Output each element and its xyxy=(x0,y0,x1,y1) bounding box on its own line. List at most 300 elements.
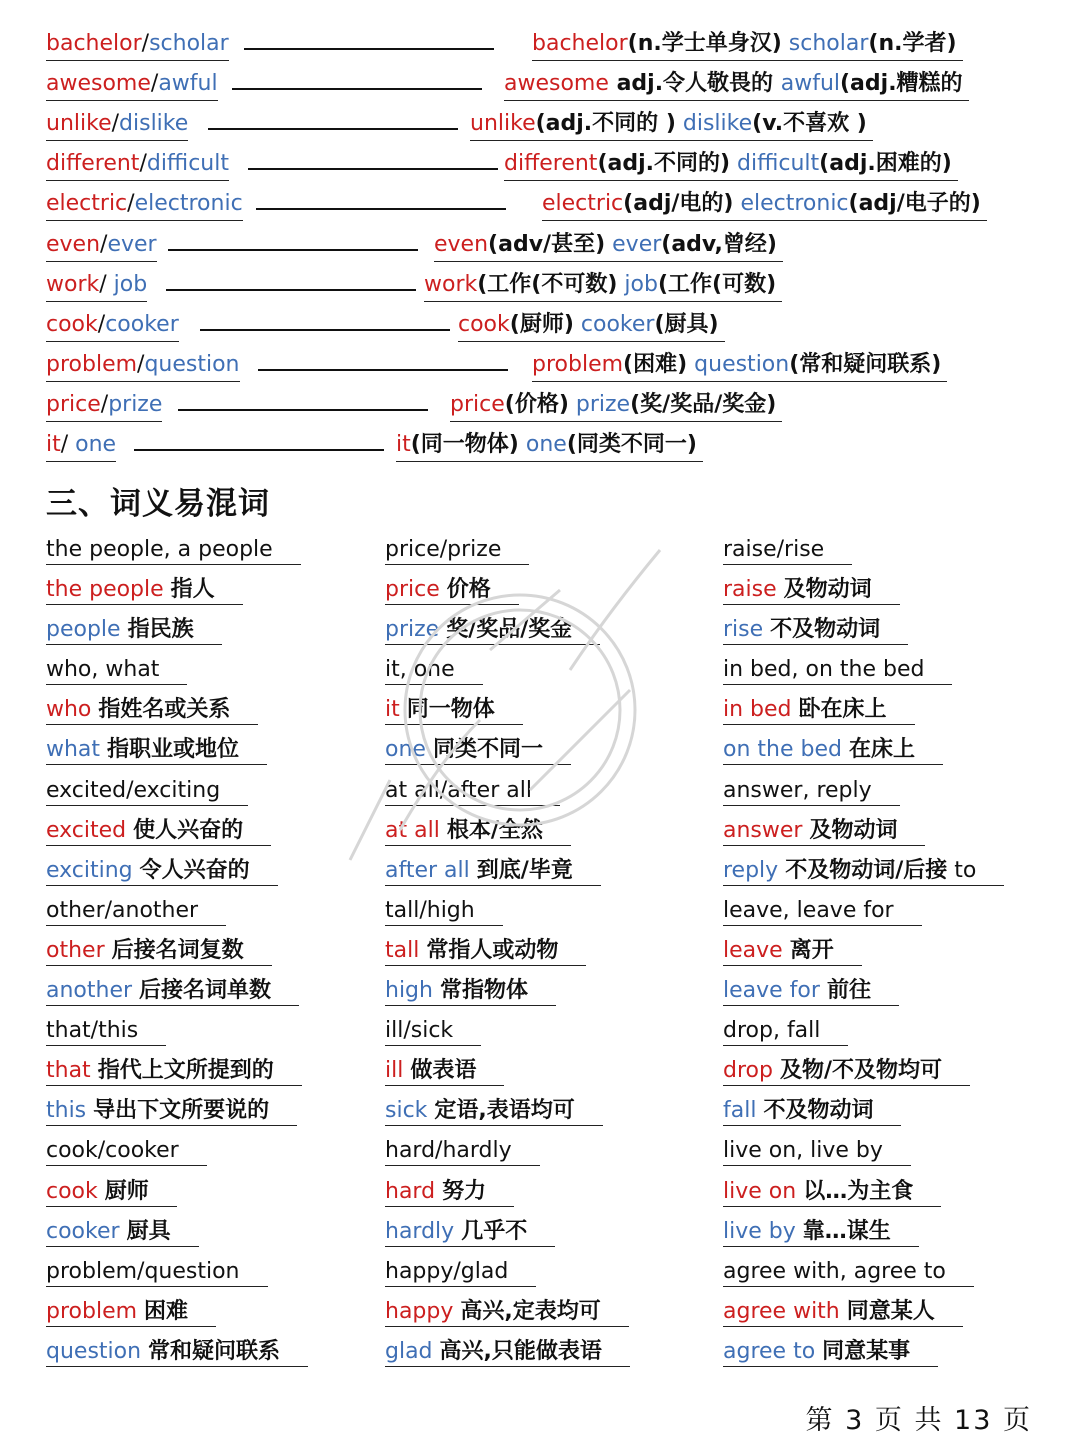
word-pair xyxy=(46,230,157,262)
word-2: difficult xyxy=(146,151,229,177)
word-pair xyxy=(46,390,162,422)
word-pair xyxy=(46,109,188,141)
word-pair xyxy=(46,189,243,221)
vocab-meaning: 常指人或动物 xyxy=(426,937,559,963)
vocab-entry xyxy=(46,656,187,685)
vocab-entry xyxy=(46,937,272,966)
vocab-entry xyxy=(723,536,852,565)
vocab-word: reply xyxy=(723,857,779,883)
vocab-item xyxy=(46,1252,308,1292)
vocab-entry xyxy=(385,616,600,645)
vocab-meaning: 定语,表语均可 xyxy=(434,1098,575,1124)
vocab-tail: to xyxy=(947,857,977,883)
vocab-item xyxy=(46,1292,308,1332)
spacer xyxy=(435,1179,442,1204)
vocab-word: cooker xyxy=(46,1218,120,1244)
spacer xyxy=(91,1058,98,1083)
vocab-item xyxy=(385,730,630,770)
meaning-1: (同一物体) xyxy=(410,432,519,457)
column-2 xyxy=(385,530,630,1372)
explained-word-1: bachelor xyxy=(532,31,628,56)
vocab-meaning: 高兴,只能做表语 xyxy=(439,1338,602,1364)
vocab-item xyxy=(723,730,1004,770)
separator: / xyxy=(100,231,108,257)
separator: / xyxy=(97,311,106,337)
word-2: prize xyxy=(108,391,163,417)
answer-line xyxy=(168,249,418,251)
separator: / xyxy=(150,71,159,97)
vocab-item xyxy=(46,730,308,770)
vocab-item xyxy=(46,971,308,1011)
word-1: it xyxy=(46,432,61,457)
explained-word-1: problem xyxy=(532,351,624,377)
vocab-word: excited xyxy=(46,817,127,843)
word-1: electric xyxy=(46,191,128,217)
spacer xyxy=(820,978,827,1003)
vocab-item xyxy=(385,1051,630,1091)
vocab-word: hard xyxy=(385,1178,436,1204)
vocab-meaning: 同意某事 xyxy=(822,1338,911,1364)
vocab-item xyxy=(46,891,308,931)
vocab-meaning: 后接名词复数 xyxy=(111,937,244,963)
meaning-2: (adv,曾经) xyxy=(661,231,777,257)
vocab-entry xyxy=(46,1298,216,1327)
vocab-meaning: 离开 xyxy=(789,937,834,963)
vocab-item xyxy=(385,1091,630,1131)
word-pair-row xyxy=(46,270,1046,310)
separator: / xyxy=(100,391,109,417)
spacer xyxy=(730,151,737,176)
vocab-item xyxy=(46,1011,308,1051)
vocab-word: cook xyxy=(46,1178,98,1204)
vocab-meaning: 根本/全然 xyxy=(446,817,543,843)
explained-word-2: one xyxy=(525,432,567,457)
vocab-entry xyxy=(46,977,299,1006)
word-pair xyxy=(46,29,229,61)
vocab-entry xyxy=(46,736,267,765)
vocab-word: leave xyxy=(723,937,783,963)
vocab-item xyxy=(723,1131,1004,1171)
word-2: ever xyxy=(107,231,157,257)
vocab-entry xyxy=(385,817,571,846)
spacer xyxy=(519,432,526,457)
spacer xyxy=(133,858,140,883)
explained-word-1: electric xyxy=(542,191,624,217)
vocab-group-heading: other/another xyxy=(46,897,199,923)
vocab-entry xyxy=(723,1338,938,1367)
vocab-item xyxy=(46,1131,308,1171)
word-pair-explanation xyxy=(542,189,987,221)
vocab-word: on the bed xyxy=(723,737,842,763)
word-2: question xyxy=(144,351,240,377)
vocab-meaning: 价格 xyxy=(446,577,491,603)
vocab-entry xyxy=(46,1218,199,1247)
vocab-entry xyxy=(723,656,952,685)
vocab-group-heading: raise/rise xyxy=(723,537,825,562)
vocab-entry xyxy=(385,1137,540,1166)
word-1: bachelor xyxy=(46,31,142,56)
vocab-entry xyxy=(723,1258,974,1287)
word-pair xyxy=(46,310,179,342)
meaning-1: (adv/甚至) xyxy=(488,231,606,257)
vocab-entry xyxy=(385,1258,536,1287)
spacer xyxy=(773,1058,780,1083)
vocab-group-heading: that/this xyxy=(46,1018,139,1044)
vocab-meaning: 令人兴奋的 xyxy=(139,857,250,883)
vocab-item xyxy=(385,1011,630,1051)
vocab-item xyxy=(385,530,630,570)
vocab-item xyxy=(46,570,308,610)
vocab-item xyxy=(385,1332,630,1372)
vocab-item xyxy=(723,891,1004,931)
vocab-word: that xyxy=(46,1058,91,1084)
word-1: cook xyxy=(46,311,98,337)
word-pair-explanation xyxy=(504,69,969,101)
vocab-entry xyxy=(385,1178,514,1207)
vocab-entry xyxy=(723,1057,970,1086)
meaning-2: (厨具) xyxy=(654,311,719,337)
word-2: one xyxy=(75,432,117,457)
vocab-meaning: 同一物体 xyxy=(406,697,495,723)
spacer xyxy=(796,1219,803,1244)
word-2: cooker xyxy=(105,311,179,337)
meaning-2: (常和疑问联系) xyxy=(789,351,942,377)
vocab-item xyxy=(723,1252,1004,1292)
vocab-group-heading: agree with, agree to xyxy=(723,1258,946,1284)
vocab-meaning: 指人 xyxy=(170,577,215,603)
word-1: even xyxy=(46,231,101,257)
vocab-entry xyxy=(46,897,226,926)
word-pair-explanation xyxy=(458,310,725,342)
vocab-item xyxy=(385,1292,630,1332)
vocab-entry xyxy=(46,857,278,886)
vocab-word: prize xyxy=(385,617,440,643)
vocab-item xyxy=(385,650,630,690)
vocab-group-heading: cook/cooker xyxy=(46,1138,179,1164)
explained-word-2: awful xyxy=(780,71,840,97)
vocab-entry xyxy=(723,736,943,765)
vocab-entry xyxy=(46,817,271,846)
word-1: unlike xyxy=(46,111,112,137)
word-pair-explanation xyxy=(434,230,783,262)
vocab-meaning: 及物动词 xyxy=(809,817,898,843)
vocab-word: agree with xyxy=(723,1298,840,1324)
spacer xyxy=(574,312,581,337)
vocab-item xyxy=(385,1131,630,1171)
vocab-entry xyxy=(723,857,1004,886)
vocab-group-heading: in bed, on the bed xyxy=(723,657,925,683)
vocab-entry xyxy=(385,897,503,926)
vocab-group-heading: tall/high xyxy=(385,897,475,923)
vocab-item xyxy=(46,931,308,971)
vocab-word: the people xyxy=(46,577,164,603)
vocab-entry xyxy=(723,897,922,926)
vocab-meaning: 不及物动词/后接 xyxy=(785,857,948,883)
vocab-item xyxy=(723,1051,1004,1091)
vocab-item xyxy=(723,771,1004,811)
vocab-item xyxy=(723,1212,1004,1252)
meaning-1: (adj/电的) xyxy=(623,191,734,217)
vocab-meaning: 指民族 xyxy=(127,617,194,643)
meaning-1: (困难) xyxy=(623,351,688,377)
vocab-meaning: 同类不同一 xyxy=(432,737,543,763)
word-pair-row xyxy=(46,189,1046,229)
vocab-word: hardly xyxy=(385,1218,455,1244)
vocab-meaning: 前往 xyxy=(826,978,871,1004)
spacer xyxy=(440,818,447,843)
spacer xyxy=(141,1339,148,1364)
answer-line xyxy=(166,289,416,291)
explained-word-2: scholar xyxy=(788,31,869,56)
explained-word-1: unlike xyxy=(470,111,536,137)
vocab-item xyxy=(723,1332,1004,1372)
spacer xyxy=(782,31,789,56)
word-2: awful xyxy=(158,71,218,97)
vocab-item xyxy=(385,771,630,811)
vocab-meaning: 指代上文所提到的 xyxy=(97,1058,274,1084)
vocab-meaning: 不及物动词 xyxy=(763,1098,874,1124)
vocab-group-heading: price/prize xyxy=(385,537,502,562)
vocab-entry xyxy=(46,1258,268,1287)
vocab-item xyxy=(723,1172,1004,1212)
vocab-item xyxy=(723,811,1004,851)
vocab-entry xyxy=(46,1097,297,1126)
vocab-entry xyxy=(723,1178,941,1207)
vocab-word: glad xyxy=(385,1338,433,1364)
vocab-meaning: 厨师 xyxy=(104,1178,149,1204)
vocab-entry xyxy=(46,1137,207,1166)
vocab-entry xyxy=(723,937,862,966)
word-pair-explanation xyxy=(450,390,782,422)
vocab-item xyxy=(46,1091,308,1131)
vocab-item xyxy=(385,971,630,1011)
answer-line xyxy=(232,88,482,90)
vocab-word: rise xyxy=(723,617,764,643)
word-pair-explanation xyxy=(396,430,703,462)
spacer xyxy=(132,978,139,1003)
vocab-entry xyxy=(385,576,519,605)
word-pair xyxy=(46,149,229,181)
word-pair-explanation xyxy=(532,29,963,61)
vocab-word: one xyxy=(385,737,426,763)
vocab-item xyxy=(46,530,308,570)
vocab-entry xyxy=(385,937,586,966)
explained-word-2: prize xyxy=(575,391,631,417)
word-pair-row xyxy=(46,350,1046,390)
word-pair-row xyxy=(46,430,1046,470)
separator: / xyxy=(127,191,135,217)
vocab-entry xyxy=(46,1178,177,1207)
vocab-word: tall xyxy=(385,937,420,963)
vocab-meaning: 后接名词单数 xyxy=(139,978,272,1004)
vocab-group-heading: who, what xyxy=(46,657,160,683)
spacer xyxy=(426,737,433,762)
vocab-entry xyxy=(385,696,523,725)
vocab-entry xyxy=(723,1298,963,1327)
vocab-entry xyxy=(723,977,899,1006)
vocab-word: at all xyxy=(385,817,440,843)
meaning-2: (adj/电子的) xyxy=(848,191,981,217)
answer-line xyxy=(200,329,450,331)
vocab-item xyxy=(385,1212,630,1252)
word-2: dislike xyxy=(119,111,189,137)
vocab-meaning: 卧在床上 xyxy=(798,697,887,723)
spacer xyxy=(783,938,790,963)
vocab-item xyxy=(385,1252,630,1292)
column-3 xyxy=(723,530,1004,1372)
meaning-2: (adj.糟糕的 xyxy=(840,71,963,97)
explained-word-2: difficult xyxy=(737,151,820,177)
vocab-item xyxy=(723,1091,1004,1131)
vocab-word: fall xyxy=(723,1098,757,1124)
vocab-entry xyxy=(385,1057,504,1086)
vocab-item xyxy=(385,1172,630,1212)
vocab-item xyxy=(385,851,630,891)
vocab-entry xyxy=(385,777,560,806)
spacer xyxy=(440,577,447,602)
meaning-2: (奖/奖品/奖金) xyxy=(630,391,777,417)
vocab-meaning: 同意某人 xyxy=(846,1298,935,1324)
vocab-entry xyxy=(385,536,529,565)
vocab-meaning: 指职业或地位 xyxy=(107,737,240,763)
vocab-entry xyxy=(723,777,900,806)
vocab-entry xyxy=(385,1338,630,1367)
word-pair xyxy=(46,430,116,462)
vocab-group-heading: answer, reply xyxy=(723,777,872,803)
answer-line xyxy=(244,48,494,50)
meaning-2: (n.学者) xyxy=(868,31,957,56)
vocab-word: who xyxy=(46,697,92,723)
word-1: work xyxy=(46,271,100,297)
word-pair-row xyxy=(46,109,1046,149)
vocab-item xyxy=(385,610,630,650)
vocab-item xyxy=(723,610,1004,650)
meaning-1: (n.学士单身汉) xyxy=(627,31,782,56)
vocab-word: exciting xyxy=(46,857,133,883)
word-pair-row xyxy=(46,29,1046,69)
word-pair-explanation xyxy=(424,270,782,302)
column-1 xyxy=(46,530,308,1372)
vocab-word: problem xyxy=(46,1298,138,1324)
vocab-entry xyxy=(723,1137,911,1166)
vocab-entry xyxy=(385,736,571,765)
vocab-item xyxy=(723,931,1004,971)
word-pair xyxy=(46,69,218,101)
vocab-entry xyxy=(723,1097,901,1126)
spacer xyxy=(121,617,128,642)
vocab-word: agree to xyxy=(723,1338,816,1364)
vocab-entry xyxy=(385,1097,603,1126)
vocab-meaning: 高兴,定表均可 xyxy=(460,1298,601,1324)
vocab-word: price xyxy=(385,577,440,603)
vocab-entry xyxy=(46,536,301,565)
vocab-meaning: 导出下文所要说的 xyxy=(93,1098,270,1124)
separator: / xyxy=(99,271,114,297)
vocab-entry xyxy=(385,1298,629,1327)
vocab-group-heading: problem/question xyxy=(46,1258,240,1284)
vocab-word: high xyxy=(385,978,433,1004)
explained-word-2: cooker xyxy=(580,311,655,337)
spacer xyxy=(100,737,107,762)
vocab-entry xyxy=(46,616,222,645)
explained-word-1: it xyxy=(396,432,411,457)
vocab-group-heading: live on, live by xyxy=(723,1138,883,1164)
vocab-word: live by xyxy=(723,1218,796,1244)
vocab-meaning: 奖/奖品/奖金 xyxy=(446,617,573,643)
explained-word-1: price xyxy=(450,391,505,417)
word-1: different xyxy=(46,151,140,177)
word-pair-explanation xyxy=(504,149,958,181)
word-pair-explanation xyxy=(532,350,947,382)
section-title: 三、词义易混词 xyxy=(46,486,270,522)
vocab-word: another xyxy=(46,978,133,1004)
spacer xyxy=(842,737,849,762)
vocab-meaning: 做表语 xyxy=(410,1058,477,1084)
vocab-entry xyxy=(385,977,556,1006)
meaning-2: (adj.困难的) xyxy=(819,151,952,177)
word-pair-row xyxy=(46,149,1046,189)
meaning-1: (adj.不同的 ) xyxy=(535,111,676,137)
vocab-meaning: 常和疑问联系 xyxy=(148,1338,281,1364)
vocab-entry xyxy=(723,576,900,605)
vocab-word: answer xyxy=(723,817,803,843)
vocab-group-heading: hard/hardly xyxy=(385,1138,512,1164)
vocab-item xyxy=(46,771,308,811)
vocab-group-heading: happy/glad xyxy=(385,1258,509,1284)
explained-word-2: ever xyxy=(612,231,662,257)
spacer xyxy=(433,1339,440,1364)
spacer xyxy=(105,938,112,963)
answer-line xyxy=(258,369,508,371)
word-1: awesome xyxy=(46,71,151,97)
vocab-word: people xyxy=(46,617,121,643)
vocab-item xyxy=(723,570,1004,610)
vocab-word: drop xyxy=(723,1058,773,1084)
vocab-group-heading: at all/after all xyxy=(385,777,532,803)
spacer xyxy=(137,1299,144,1324)
word-pair-row xyxy=(46,230,1046,270)
vocab-item xyxy=(46,1172,308,1212)
vocab-entry xyxy=(723,616,908,645)
word-2: scholar xyxy=(149,31,229,56)
separator: / xyxy=(141,31,150,56)
vocab-group-heading: it, one xyxy=(385,657,455,683)
vocab-word: other xyxy=(46,937,105,963)
vocab-entry xyxy=(385,1017,481,1046)
vocab-item xyxy=(723,650,1004,690)
explained-word-2: dislike xyxy=(682,111,753,137)
word-2: electronic xyxy=(134,191,243,217)
vocab-meaning: 以…为主食 xyxy=(803,1178,914,1204)
word-2: job xyxy=(113,271,148,297)
vocab-entry xyxy=(723,1017,848,1046)
spacer xyxy=(98,1179,105,1204)
word-pair-row xyxy=(46,310,1046,350)
vocab-entry xyxy=(46,777,248,806)
vocab-entry xyxy=(385,857,601,886)
meaning-2: (v.不喜欢 ) xyxy=(752,111,867,137)
meaning-1: (adj.不同的) xyxy=(597,151,731,177)
meaning-1: (工作(不可数) xyxy=(477,271,618,297)
vocab-item xyxy=(46,1332,308,1372)
vocab-meaning: 到底/毕竟 xyxy=(476,857,573,883)
vocab-word: ill xyxy=(385,1058,404,1084)
vocab-entry xyxy=(723,817,925,846)
vocab-word: question xyxy=(46,1338,142,1364)
vocab-meaning: 厨具 xyxy=(126,1218,171,1244)
vocab-meaning: 不及物动词 xyxy=(770,617,881,643)
vocab-item xyxy=(723,1011,1004,1051)
